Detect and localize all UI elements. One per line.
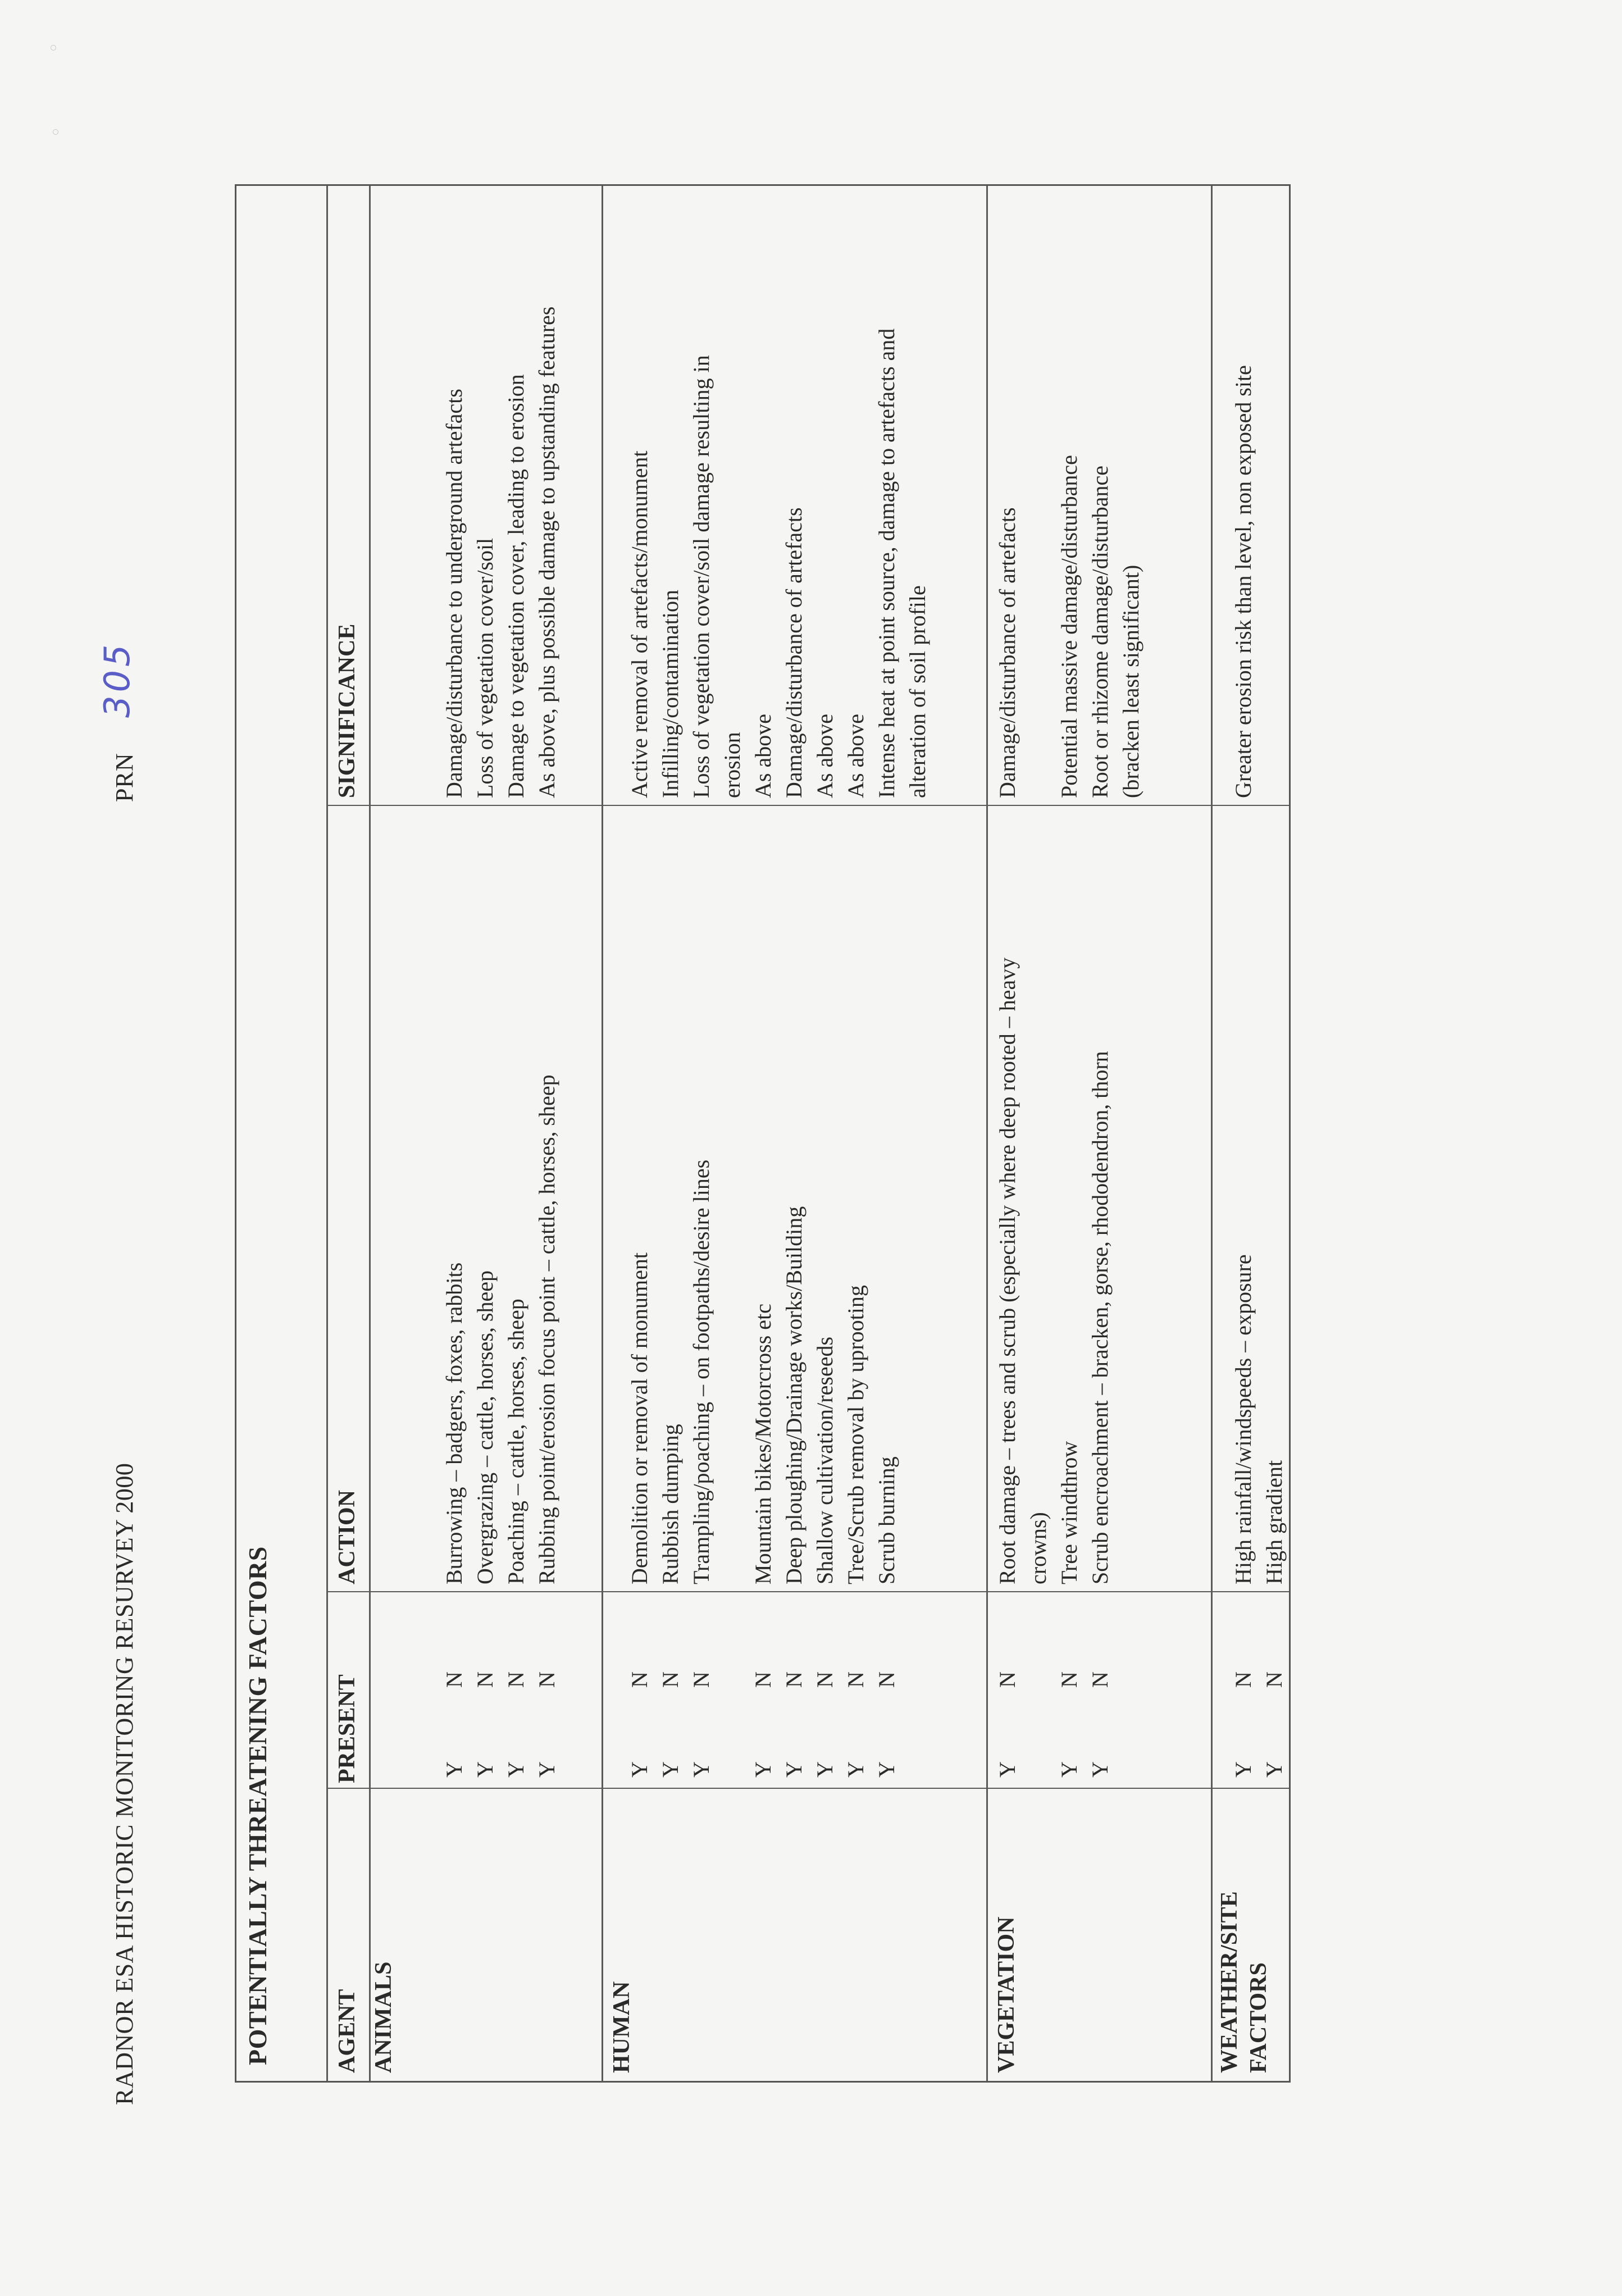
present-yes: Y xyxy=(781,1761,807,1778)
present-yes: Y xyxy=(689,1761,714,1778)
present-yes: Y xyxy=(503,1761,528,1778)
action-text: Demolition or removal of monument xyxy=(627,1252,652,1584)
significance-text: Infilling/contamination xyxy=(658,589,683,798)
present-yes: Y xyxy=(995,1761,1020,1778)
significance-text: As above xyxy=(750,714,776,798)
action-text: Rubbing point/erosion focus point – cattle, horses, sheep xyxy=(534,1074,559,1584)
present-no: N xyxy=(1261,1671,1287,1688)
present-no: N xyxy=(781,1671,807,1688)
document-header xyxy=(97,83,149,2105)
group-divider xyxy=(986,186,988,2081)
action-text: High gradient xyxy=(1261,1460,1287,1584)
action-text: High rainfall/windspeeds – exposure xyxy=(1231,1254,1256,1584)
significance-text: Intense heat at point source, damage to artefacts and xyxy=(874,328,899,798)
header-divider xyxy=(369,186,371,2081)
significance-text: Loss of vegetation cover/soil damage resulting in xyxy=(689,355,714,798)
significance-text-cont: alteration of soil profile xyxy=(905,585,930,798)
present-yes: Y xyxy=(1087,1761,1113,1778)
present-no: N xyxy=(812,1671,837,1688)
agent-label-animals: ANIMALS xyxy=(371,1961,397,2073)
column-divider xyxy=(326,1591,1289,1592)
action-text: Scrub encroachment – bracken, gorse, rhododendron, thorn xyxy=(1087,1051,1113,1584)
present-no: N xyxy=(658,1671,683,1688)
action-text: Tree windthrow xyxy=(1056,1441,1082,1584)
column-header-agent: AGENT xyxy=(334,1989,360,2073)
column-divider xyxy=(326,1788,1289,1789)
action-text-cont: crowns) xyxy=(1026,1512,1051,1584)
significance-text: Damage to vegetation cover, leading to erosion xyxy=(503,374,528,798)
agent-label-vegetation: VEGETATION xyxy=(994,1916,1019,2073)
column-header-significance: SIGNIFICANCE xyxy=(334,623,360,798)
present-no: N xyxy=(1056,1671,1082,1688)
action-text: Deep ploughing/Drainage works/Building xyxy=(781,1206,807,1584)
action-text: Root damage – trees and scrub (especially where deep rooted – heavy xyxy=(995,957,1020,1584)
present-yes: Y xyxy=(1056,1761,1082,1778)
present-yes: Y xyxy=(750,1761,776,1778)
document-title: RADNOR ESA HISTORIC MONITORING RESURVEY 2000 xyxy=(111,1463,138,2105)
present-yes: Y xyxy=(1231,1761,1256,1778)
group-divider xyxy=(1211,186,1213,2081)
present-no: N xyxy=(750,1671,776,1688)
present-no: N xyxy=(995,1671,1020,1688)
present-no: N xyxy=(1231,1671,1256,1688)
column-header-action: ACTION xyxy=(334,1489,360,1584)
prn-handwritten-number: 305 xyxy=(97,641,138,718)
significance-text: As above xyxy=(843,714,868,798)
agent-label-human: HUMAN xyxy=(609,1981,635,2073)
caption-divider xyxy=(326,186,328,2081)
significance-text: Root or rhizome damage/disturbance xyxy=(1087,465,1113,798)
action-text: Tree/Scrub removal by uprooting xyxy=(843,1285,868,1584)
significance-text-cont: erosion xyxy=(719,732,745,798)
present-no: N xyxy=(874,1671,899,1688)
group-divider xyxy=(602,186,603,2081)
present-yes: Y xyxy=(534,1761,559,1778)
significance-text: Loss of vegetation cover/soil xyxy=(472,537,498,798)
action-text: Shallow cultivation/reseeds xyxy=(812,1336,837,1584)
present-no: N xyxy=(534,1671,559,1688)
significance-text: Greater erosion risk than level, non exposed site xyxy=(1231,365,1256,798)
significance-text: Damage/disturbance of artefacts xyxy=(781,507,807,798)
action-text: Rubbish dumping xyxy=(658,1424,683,1584)
significance-text: Damage/disturbance of artefacts xyxy=(995,507,1020,798)
threatening-factors-table xyxy=(235,184,1291,2083)
action-text: Overgrazing – cattle, horses, sheep xyxy=(472,1270,498,1584)
column-divider xyxy=(326,805,1289,806)
agent-label-weather-site: WEATHER/SITE xyxy=(1216,1891,1242,2073)
present-no: N xyxy=(472,1671,498,1688)
action-text: Burrowing – badgers, foxes, rabbits xyxy=(441,1262,467,1584)
present-yes: Y xyxy=(874,1761,899,1778)
significance-text: As above xyxy=(812,714,837,798)
significance-text-cont: (bracken least significant) xyxy=(1118,564,1143,798)
present-no: N xyxy=(441,1671,467,1688)
significance-text: Potential massive damage/disturbance xyxy=(1056,455,1082,798)
table-caption: POTENTIALLY THREATENING FACTORS xyxy=(243,1546,272,2065)
present-yes: Y xyxy=(1261,1761,1287,1778)
present-yes: Y xyxy=(812,1761,837,1778)
present-no: N xyxy=(843,1671,868,1688)
present-yes: Y xyxy=(627,1761,652,1778)
present-yes: Y xyxy=(472,1761,498,1778)
present-yes: Y xyxy=(441,1761,467,1778)
action-text: Mountain bikes/Motorcross etc xyxy=(750,1304,776,1584)
agent-label-weather-site-cont: FACTORS xyxy=(1246,1962,1272,2073)
present-yes: Y xyxy=(658,1761,683,1778)
present-no: N xyxy=(627,1671,652,1688)
present-no: N xyxy=(503,1671,528,1688)
prn-label: PRN xyxy=(111,753,138,802)
present-no: N xyxy=(689,1671,714,1688)
action-text: Scrub burning xyxy=(874,1456,899,1584)
significance-text: Damage/disturbance to underground artefacts xyxy=(441,389,467,798)
action-text: Poaching – cattle, horses, sheep xyxy=(503,1299,528,1584)
significance-text: As above, plus possible damage to upstanding features xyxy=(534,306,559,798)
column-header-present: PRESENT xyxy=(334,1674,360,1783)
present-no: N xyxy=(1087,1671,1113,1688)
action-text: Trampling/poaching – on footpaths/desire lines xyxy=(689,1159,714,1584)
significance-text: Active removal of artefacts/monument xyxy=(627,450,652,798)
present-yes: Y xyxy=(843,1761,868,1778)
